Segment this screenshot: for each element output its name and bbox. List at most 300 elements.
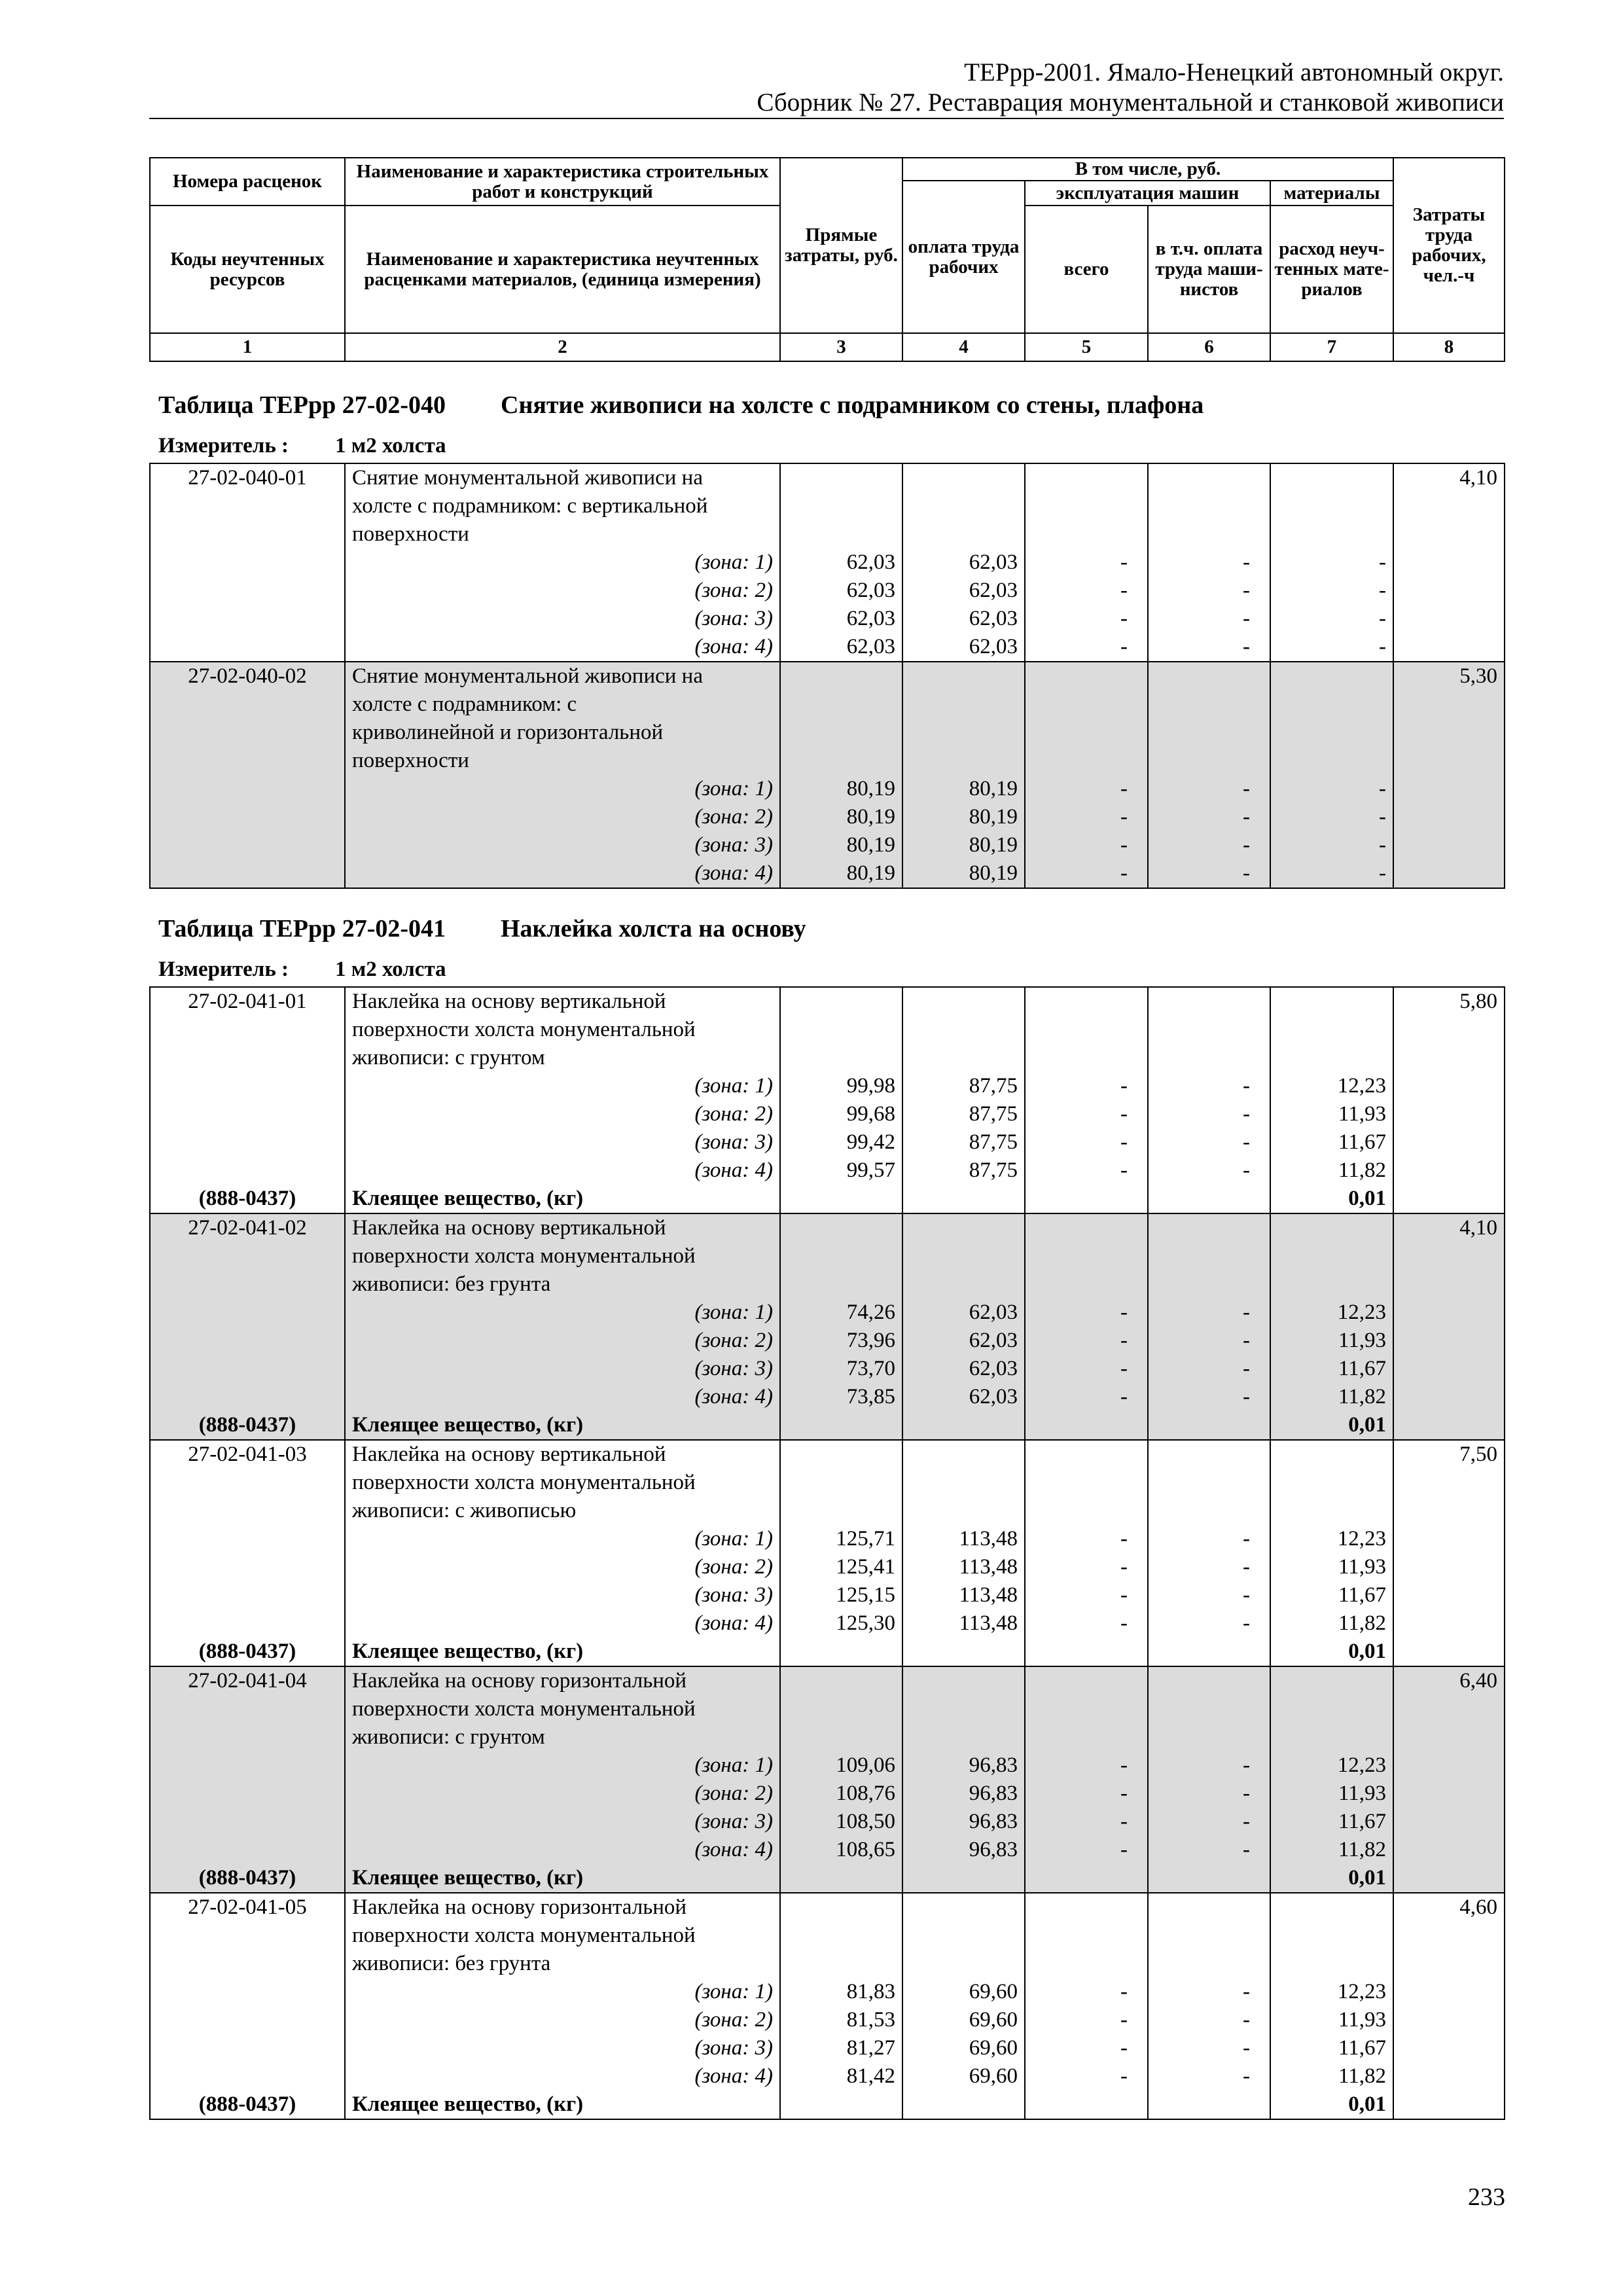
- machines-cost: -: [1025, 605, 1148, 633]
- zone-label: (зона: 1): [345, 1751, 780, 1780]
- empty-cell: [150, 1072, 345, 1100]
- labor-cost: 4,10: [1393, 1213, 1505, 1242]
- measure-value: 1 м2 холста: [335, 958, 446, 981]
- empty-cell: [1148, 987, 1270, 1016]
- wages-cost: 62,03: [902, 1383, 1025, 1411]
- zone-row: [150, 1609, 1505, 1638]
- wages-cost: 113,48: [902, 1609, 1025, 1638]
- zone-row: [150, 577, 1505, 605]
- direct-cost: 62,03: [780, 577, 902, 605]
- empty-cell: [1270, 1666, 1393, 1695]
- empty-cell: [902, 719, 1025, 747]
- empty-cell: [902, 1723, 1025, 1751]
- wages-cost: 62,03: [902, 1327, 1025, 1355]
- empty-cell: [902, 1950, 1025, 1978]
- zone-label: (зона: 2): [345, 2006, 780, 2034]
- col-head-resource-names: Наименование и характеристика неучтенных расценками материалов, (единица измерения): [345, 206, 780, 333]
- machinist-wages: -: [1148, 1525, 1270, 1553]
- empty-cell: [902, 1044, 1025, 1072]
- machinist-wages: -: [1148, 859, 1270, 888]
- empty-cell: [780, 1893, 902, 1922]
- empty-cell: [150, 1327, 345, 1355]
- measure-line: [158, 957, 446, 982]
- empty-cell: [780, 520, 902, 548]
- resource-code: (888-0437): [150, 1638, 345, 1666]
- empty-cell: [1025, 1893, 1148, 1922]
- empty-cell: [1148, 492, 1270, 520]
- empty-cell: [150, 1553, 345, 1581]
- materials-cost: 11,67: [1270, 1808, 1393, 1836]
- machines-cost: -: [1025, 1157, 1148, 1185]
- empty-cell: [1270, 1950, 1393, 1978]
- wages-cost: 113,48: [902, 1581, 1025, 1609]
- empty-cell: [1025, 1922, 1148, 1950]
- labor-cost: [1393, 1950, 1505, 1978]
- zone-row: [150, 1327, 1505, 1355]
- empty-cell: [780, 2090, 902, 2119]
- machines-cost: -: [1025, 1780, 1148, 1808]
- empty-cell: [1148, 463, 1270, 492]
- zone-label: (зона: 1): [345, 548, 780, 577]
- machines-cost: -: [1025, 1609, 1148, 1638]
- rate-code: [150, 719, 345, 747]
- labor-cost: [1393, 1044, 1505, 1072]
- zone-label: (зона: 3): [345, 1355, 780, 1383]
- wages-cost: 62,03: [902, 633, 1025, 662]
- section-name: Наклейка холста на основу: [501, 915, 806, 942]
- machinist-wages: -: [1148, 2006, 1270, 2034]
- materials-cost: 12,23: [1270, 1299, 1393, 1327]
- zone-row: [150, 1100, 1505, 1128]
- direct-cost: 80,19: [780, 859, 902, 888]
- machines-cost: -: [1025, 548, 1148, 577]
- header-line-1: ТЕРрр-2001. Ямало-Ненецкий автономный округ.: [964, 58, 1504, 86]
- materials-cost: 11,93: [1270, 2006, 1393, 2034]
- machinist-wages: -: [1148, 1581, 1270, 1609]
- empty-cell: [902, 1666, 1025, 1695]
- empty-cell: [902, 2090, 1025, 2119]
- rate-description: Наклейка на основу горизонтальной: [345, 1666, 780, 1695]
- rate-description: поверхности холста монументальной: [345, 1922, 780, 1950]
- wages-cost: 80,19: [902, 775, 1025, 803]
- wages-cost: 62,03: [902, 548, 1025, 577]
- empty-cell: [902, 1242, 1025, 1270]
- wages-cost: 80,19: [902, 803, 1025, 831]
- zone-row: [150, 1525, 1505, 1553]
- empty-cell: [1025, 1213, 1148, 1242]
- zone-row: [150, 1072, 1505, 1100]
- zone-label: (зона: 2): [345, 803, 780, 831]
- empty-cell: [1393, 1638, 1505, 1666]
- machinist-wages: -: [1148, 1128, 1270, 1157]
- direct-cost: 80,19: [780, 831, 902, 859]
- empty-cell: [1270, 463, 1393, 492]
- empty-cell: [1148, 719, 1270, 747]
- empty-cell: [150, 1355, 345, 1383]
- direct-cost: 125,30: [780, 1609, 902, 1638]
- materials-cost: 11,93: [1270, 1100, 1393, 1128]
- resource-amount: 0,01: [1270, 1185, 1393, 1213]
- wages-cost: 87,75: [902, 1100, 1025, 1128]
- machinist-wages: -: [1148, 1609, 1270, 1638]
- resource-amount: 0,01: [1270, 1864, 1393, 1893]
- column-header-table: [149, 157, 1505, 362]
- machines-cost: -: [1025, 1808, 1148, 1836]
- empty-cell: [780, 1922, 902, 1950]
- rate-desc-row: [150, 747, 1505, 775]
- labor-cost: 5,30: [1393, 662, 1505, 691]
- empty-cell: [1025, 1185, 1148, 1213]
- wages-cost: 113,48: [902, 1525, 1025, 1553]
- empty-cell: [902, 987, 1025, 1016]
- empty-cell: [1270, 1723, 1393, 1751]
- empty-cell: [1025, 1270, 1148, 1299]
- empty-cell: [1025, 1016, 1148, 1044]
- machines-cost: -: [1025, 1751, 1148, 1780]
- empty-cell: [1393, 1157, 1505, 1185]
- empty-cell: [780, 1666, 902, 1695]
- machines-cost: -: [1025, 1100, 1148, 1128]
- machines-cost: -: [1025, 1836, 1148, 1864]
- section-title: [158, 391, 1204, 419]
- direct-cost: 80,19: [780, 775, 902, 803]
- empty-cell: [780, 1950, 902, 1978]
- empty-cell: [1148, 1185, 1270, 1213]
- zone-row: [150, 775, 1505, 803]
- rate-code: [150, 1695, 345, 1723]
- rate-code: [150, 1497, 345, 1525]
- materials-cost: 11,82: [1270, 1157, 1393, 1185]
- empty-cell: [1393, 1383, 1505, 1411]
- machines-cost: -: [1025, 2006, 1148, 2034]
- empty-cell: [780, 1864, 902, 1893]
- zone-label: (зона: 3): [345, 2034, 780, 2062]
- empty-cell: [780, 1638, 902, 1666]
- empty-cell: [1393, 1978, 1505, 2006]
- materials-cost: -: [1270, 803, 1393, 831]
- rate-desc-row: [150, 1950, 1505, 1978]
- rate-description: живописи: без грунта: [345, 1950, 780, 1978]
- empty-cell: [1148, 1016, 1270, 1044]
- materials-cost: 11,82: [1270, 1836, 1393, 1864]
- labor-cost: [1393, 1723, 1505, 1751]
- empty-cell: [780, 1016, 902, 1044]
- materials-cost: 12,23: [1270, 1978, 1393, 2006]
- empty-cell: [902, 1497, 1025, 1525]
- machines-cost: -: [1025, 1128, 1148, 1157]
- rate-description: поверхности холста монументальной: [345, 1695, 780, 1723]
- materials-cost: 11,67: [1270, 1128, 1393, 1157]
- empty-cell: [902, 1440, 1025, 1469]
- materials-cost: -: [1270, 831, 1393, 859]
- machines-cost: -: [1025, 1299, 1148, 1327]
- zone-row: [150, 1581, 1505, 1609]
- empty-cell: [150, 1581, 345, 1609]
- zone-row: [150, 1808, 1505, 1836]
- empty-cell: [150, 1808, 345, 1836]
- resource-code: (888-0437): [150, 2090, 345, 2119]
- empty-cell: [902, 1469, 1025, 1497]
- empty-cell: [1148, 1411, 1270, 1440]
- col-number: 6: [1148, 333, 1270, 361]
- wages-cost: 96,83: [902, 1780, 1025, 1808]
- empty-cell: [902, 747, 1025, 775]
- col-head-resource-codes: Коды неучтенных ресурсов: [150, 206, 345, 333]
- wages-cost: 96,83: [902, 1836, 1025, 1864]
- resource-code: (888-0437): [150, 1185, 345, 1213]
- labor-cost: 4,10: [1393, 463, 1505, 492]
- materials-cost: 11,93: [1270, 1553, 1393, 1581]
- empty-cell: [1393, 577, 1505, 605]
- empty-cell: [780, 1044, 902, 1072]
- zone-label: (зона: 1): [345, 1978, 780, 2006]
- direct-cost: 81,83: [780, 1978, 902, 2006]
- col-number: 7: [1270, 333, 1393, 361]
- empty-cell: [150, 775, 345, 803]
- empty-cell: [902, 691, 1025, 719]
- machinist-wages: -: [1148, 633, 1270, 662]
- rate-desc-row: [150, 1695, 1505, 1723]
- rate-code: [150, 691, 345, 719]
- rate-desc-row: [150, 520, 1505, 548]
- materials-cost: 11,93: [1270, 1327, 1393, 1355]
- empty-cell: [1270, 1497, 1393, 1525]
- zone-row: [150, 831, 1505, 859]
- col-head-codes: Номера расценок: [150, 158, 345, 206]
- resource-row: [150, 1864, 1505, 1893]
- empty-cell: [150, 605, 345, 633]
- empty-cell: [150, 1383, 345, 1411]
- empty-cell: [150, 633, 345, 662]
- rate-code: 27-02-040-02: [150, 662, 345, 691]
- resource-row: [150, 2090, 1505, 2119]
- col-number: 4: [902, 333, 1025, 361]
- machines-cost: -: [1025, 859, 1148, 888]
- materials-cost: 12,23: [1270, 1072, 1393, 1100]
- empty-cell: [1025, 1864, 1148, 1893]
- rate-description: холсте с подрамником: с: [345, 691, 780, 719]
- resource-amount: 0,01: [1270, 1411, 1393, 1440]
- col-head-wages: оплата труда рабочих: [902, 181, 1025, 333]
- rate-description: криволинейной и горизонтальной: [345, 719, 780, 747]
- section-title: [158, 915, 806, 942]
- zone-row: [150, 1751, 1505, 1780]
- empty-cell: [780, 719, 902, 747]
- direct-cost: 108,65: [780, 1836, 902, 1864]
- empty-cell: [1025, 1497, 1148, 1525]
- empty-cell: [902, 1922, 1025, 1950]
- rate-code: [150, 1469, 345, 1497]
- rate-description: живописи: с грунтом: [345, 1723, 780, 1751]
- zone-row: [150, 2034, 1505, 2062]
- section-name: Снятие живописи на холсте с подрамником со стены, плафона: [501, 391, 1204, 419]
- wages-cost: 69,60: [902, 1978, 1025, 2006]
- machinist-wages: -: [1148, 1808, 1270, 1836]
- rate-description: поверхности: [345, 520, 780, 548]
- direct-cost: 62,03: [780, 633, 902, 662]
- direct-cost: 73,70: [780, 1355, 902, 1383]
- col-head-materials-use: расход неуч-тенных мате-риалов: [1270, 206, 1393, 333]
- zone-label: (зона: 4): [345, 859, 780, 888]
- rate-desc-row: [150, 1044, 1505, 1072]
- wages-cost: 113,48: [902, 1553, 1025, 1581]
- resource-name: Клеящее вещество, (кг): [345, 1864, 780, 1893]
- empty-cell: [1025, 1666, 1148, 1695]
- zone-label: (зона: 1): [345, 1072, 780, 1100]
- measure-line: [158, 433, 446, 458]
- empty-cell: [902, 1213, 1025, 1242]
- machinist-wages: -: [1148, 831, 1270, 859]
- direct-cost: 73,85: [780, 1383, 902, 1411]
- labor-cost: 5,80: [1393, 987, 1505, 1016]
- empty-cell: [1148, 1270, 1270, 1299]
- empty-cell: [780, 1723, 902, 1751]
- direct-cost: 80,19: [780, 803, 902, 831]
- direct-cost: 99,57: [780, 1157, 902, 1185]
- wages-cost: 62,03: [902, 1355, 1025, 1383]
- empty-cell: [1393, 548, 1505, 577]
- empty-cell: [150, 1609, 345, 1638]
- rate-desc-row: [150, 492, 1505, 520]
- empty-cell: [1025, 1242, 1148, 1270]
- zone-label: (зона: 4): [345, 2062, 780, 2090]
- resource-name: Клеящее вещество, (кг): [345, 1638, 780, 1666]
- machinist-wages: -: [1148, 1072, 1270, 1100]
- empty-cell: [1025, 719, 1148, 747]
- empty-cell: [1393, 1864, 1505, 1893]
- materials-cost: 11,67: [1270, 1355, 1393, 1383]
- zone-label: (зона: 4): [345, 633, 780, 662]
- empty-cell: [1270, 1044, 1393, 1072]
- zone-label: (зона: 4): [345, 1836, 780, 1864]
- empty-cell: [1270, 492, 1393, 520]
- machines-cost: -: [1025, 1383, 1148, 1411]
- empty-cell: [1393, 1780, 1505, 1808]
- zone-label: (зона: 1): [345, 775, 780, 803]
- empty-cell: [780, 1270, 902, 1299]
- empty-cell: [902, 463, 1025, 492]
- empty-cell: [1393, 831, 1505, 859]
- empty-cell: [150, 1157, 345, 1185]
- rate-desc-row: [150, 1893, 1505, 1922]
- empty-cell: [1270, 747, 1393, 775]
- section-number: Таблица ТЕРрр 27-02-040: [158, 391, 446, 419]
- rate-desc-row: [150, 1469, 1505, 1497]
- materials-cost: -: [1270, 605, 1393, 633]
- labor-cost: 4,60: [1393, 1893, 1505, 1922]
- machines-cost: -: [1025, 577, 1148, 605]
- section-number: Таблица ТЕРрр 27-02-041: [158, 915, 446, 942]
- empty-cell: [1025, 747, 1148, 775]
- materials-cost: -: [1270, 775, 1393, 803]
- rate-desc-row: [150, 1270, 1505, 1299]
- empty-cell: [902, 1638, 1025, 1666]
- empty-cell: [1393, 2090, 1505, 2119]
- direct-cost: 81,27: [780, 2034, 902, 2062]
- zone-label: (зона: 2): [345, 1780, 780, 1808]
- empty-cell: [1393, 1609, 1505, 1638]
- page-header: [149, 58, 1504, 119]
- labor-cost: [1393, 1270, 1505, 1299]
- wages-cost: 62,03: [902, 1299, 1025, 1327]
- empty-cell: [1148, 1242, 1270, 1270]
- resource-row: [150, 1638, 1505, 1666]
- direct-cost: 62,03: [780, 605, 902, 633]
- empty-cell: [150, 1299, 345, 1327]
- rate-code: 27-02-041-04: [150, 1666, 345, 1695]
- empty-cell: [1393, 1100, 1505, 1128]
- wages-cost: 80,19: [902, 831, 1025, 859]
- empty-cell: [902, 1695, 1025, 1723]
- machinist-wages: -: [1148, 1836, 1270, 1864]
- zone-row: [150, 1383, 1505, 1411]
- zone-row: [150, 548, 1505, 577]
- measure-label: Измеритель :: [158, 434, 289, 457]
- wages-cost: 62,03: [902, 605, 1025, 633]
- empty-cell: [1148, 1922, 1270, 1950]
- zone-label: (зона: 3): [345, 1808, 780, 1836]
- zone-row: [150, 859, 1505, 888]
- rate-description: живописи: с грунтом: [345, 1044, 780, 1072]
- empty-cell: [150, 1100, 345, 1128]
- rate-code: [150, 492, 345, 520]
- col-head-machines-total: всего: [1025, 206, 1148, 333]
- col-head-materials: материалы: [1270, 181, 1393, 206]
- direct-cost: 125,41: [780, 1553, 902, 1581]
- empty-cell: [780, 1440, 902, 1469]
- wages-cost: 87,75: [902, 1157, 1025, 1185]
- direct-cost: 81,42: [780, 2062, 902, 2090]
- zone-label: (зона: 2): [345, 577, 780, 605]
- empty-cell: [780, 1497, 902, 1525]
- rate-code: [150, 1242, 345, 1270]
- rate-description: Наклейка на основу вертикальной: [345, 987, 780, 1016]
- zone-row: [150, 1157, 1505, 1185]
- col-number: 1: [150, 333, 345, 361]
- machinist-wages: -: [1148, 1978, 1270, 2006]
- empty-cell: [1025, 463, 1148, 492]
- empty-cell: [1393, 1751, 1505, 1780]
- empty-cell: [1393, 1553, 1505, 1581]
- empty-cell: [902, 1185, 1025, 1213]
- materials-cost: 11,67: [1270, 2034, 1393, 2062]
- col-head-including: В том числе, руб.: [902, 158, 1393, 181]
- empty-cell: [1148, 1638, 1270, 1666]
- rate-desc-row: [150, 719, 1505, 747]
- zone-row: [150, 1978, 1505, 2006]
- zone-label: (зона: 3): [345, 831, 780, 859]
- direct-cost: 99,98: [780, 1072, 902, 1100]
- empty-cell: [1270, 987, 1393, 1016]
- wages-cost: 69,60: [902, 2034, 1025, 2062]
- empty-cell: [1393, 1411, 1505, 1440]
- empty-cell: [780, 1411, 902, 1440]
- rates-table: [149, 986, 1505, 2120]
- empty-cell: [1393, 2034, 1505, 2062]
- rate-description: Наклейка на основу вертикальной: [345, 1213, 780, 1242]
- direct-cost: 74,26: [780, 1299, 902, 1327]
- empty-cell: [1270, 1922, 1393, 1950]
- machines-cost: -: [1025, 1525, 1148, 1553]
- rate-code: [150, 1922, 345, 1950]
- machinist-wages: -: [1148, 548, 1270, 577]
- empty-cell: [1393, 633, 1505, 662]
- col-head-labor: Затраты труда рабочих, чел.-ч: [1393, 158, 1505, 333]
- empty-cell: [1148, 1723, 1270, 1751]
- empty-cell: [1025, 1440, 1148, 1469]
- empty-cell: [1025, 662, 1148, 691]
- empty-cell: [1025, 691, 1148, 719]
